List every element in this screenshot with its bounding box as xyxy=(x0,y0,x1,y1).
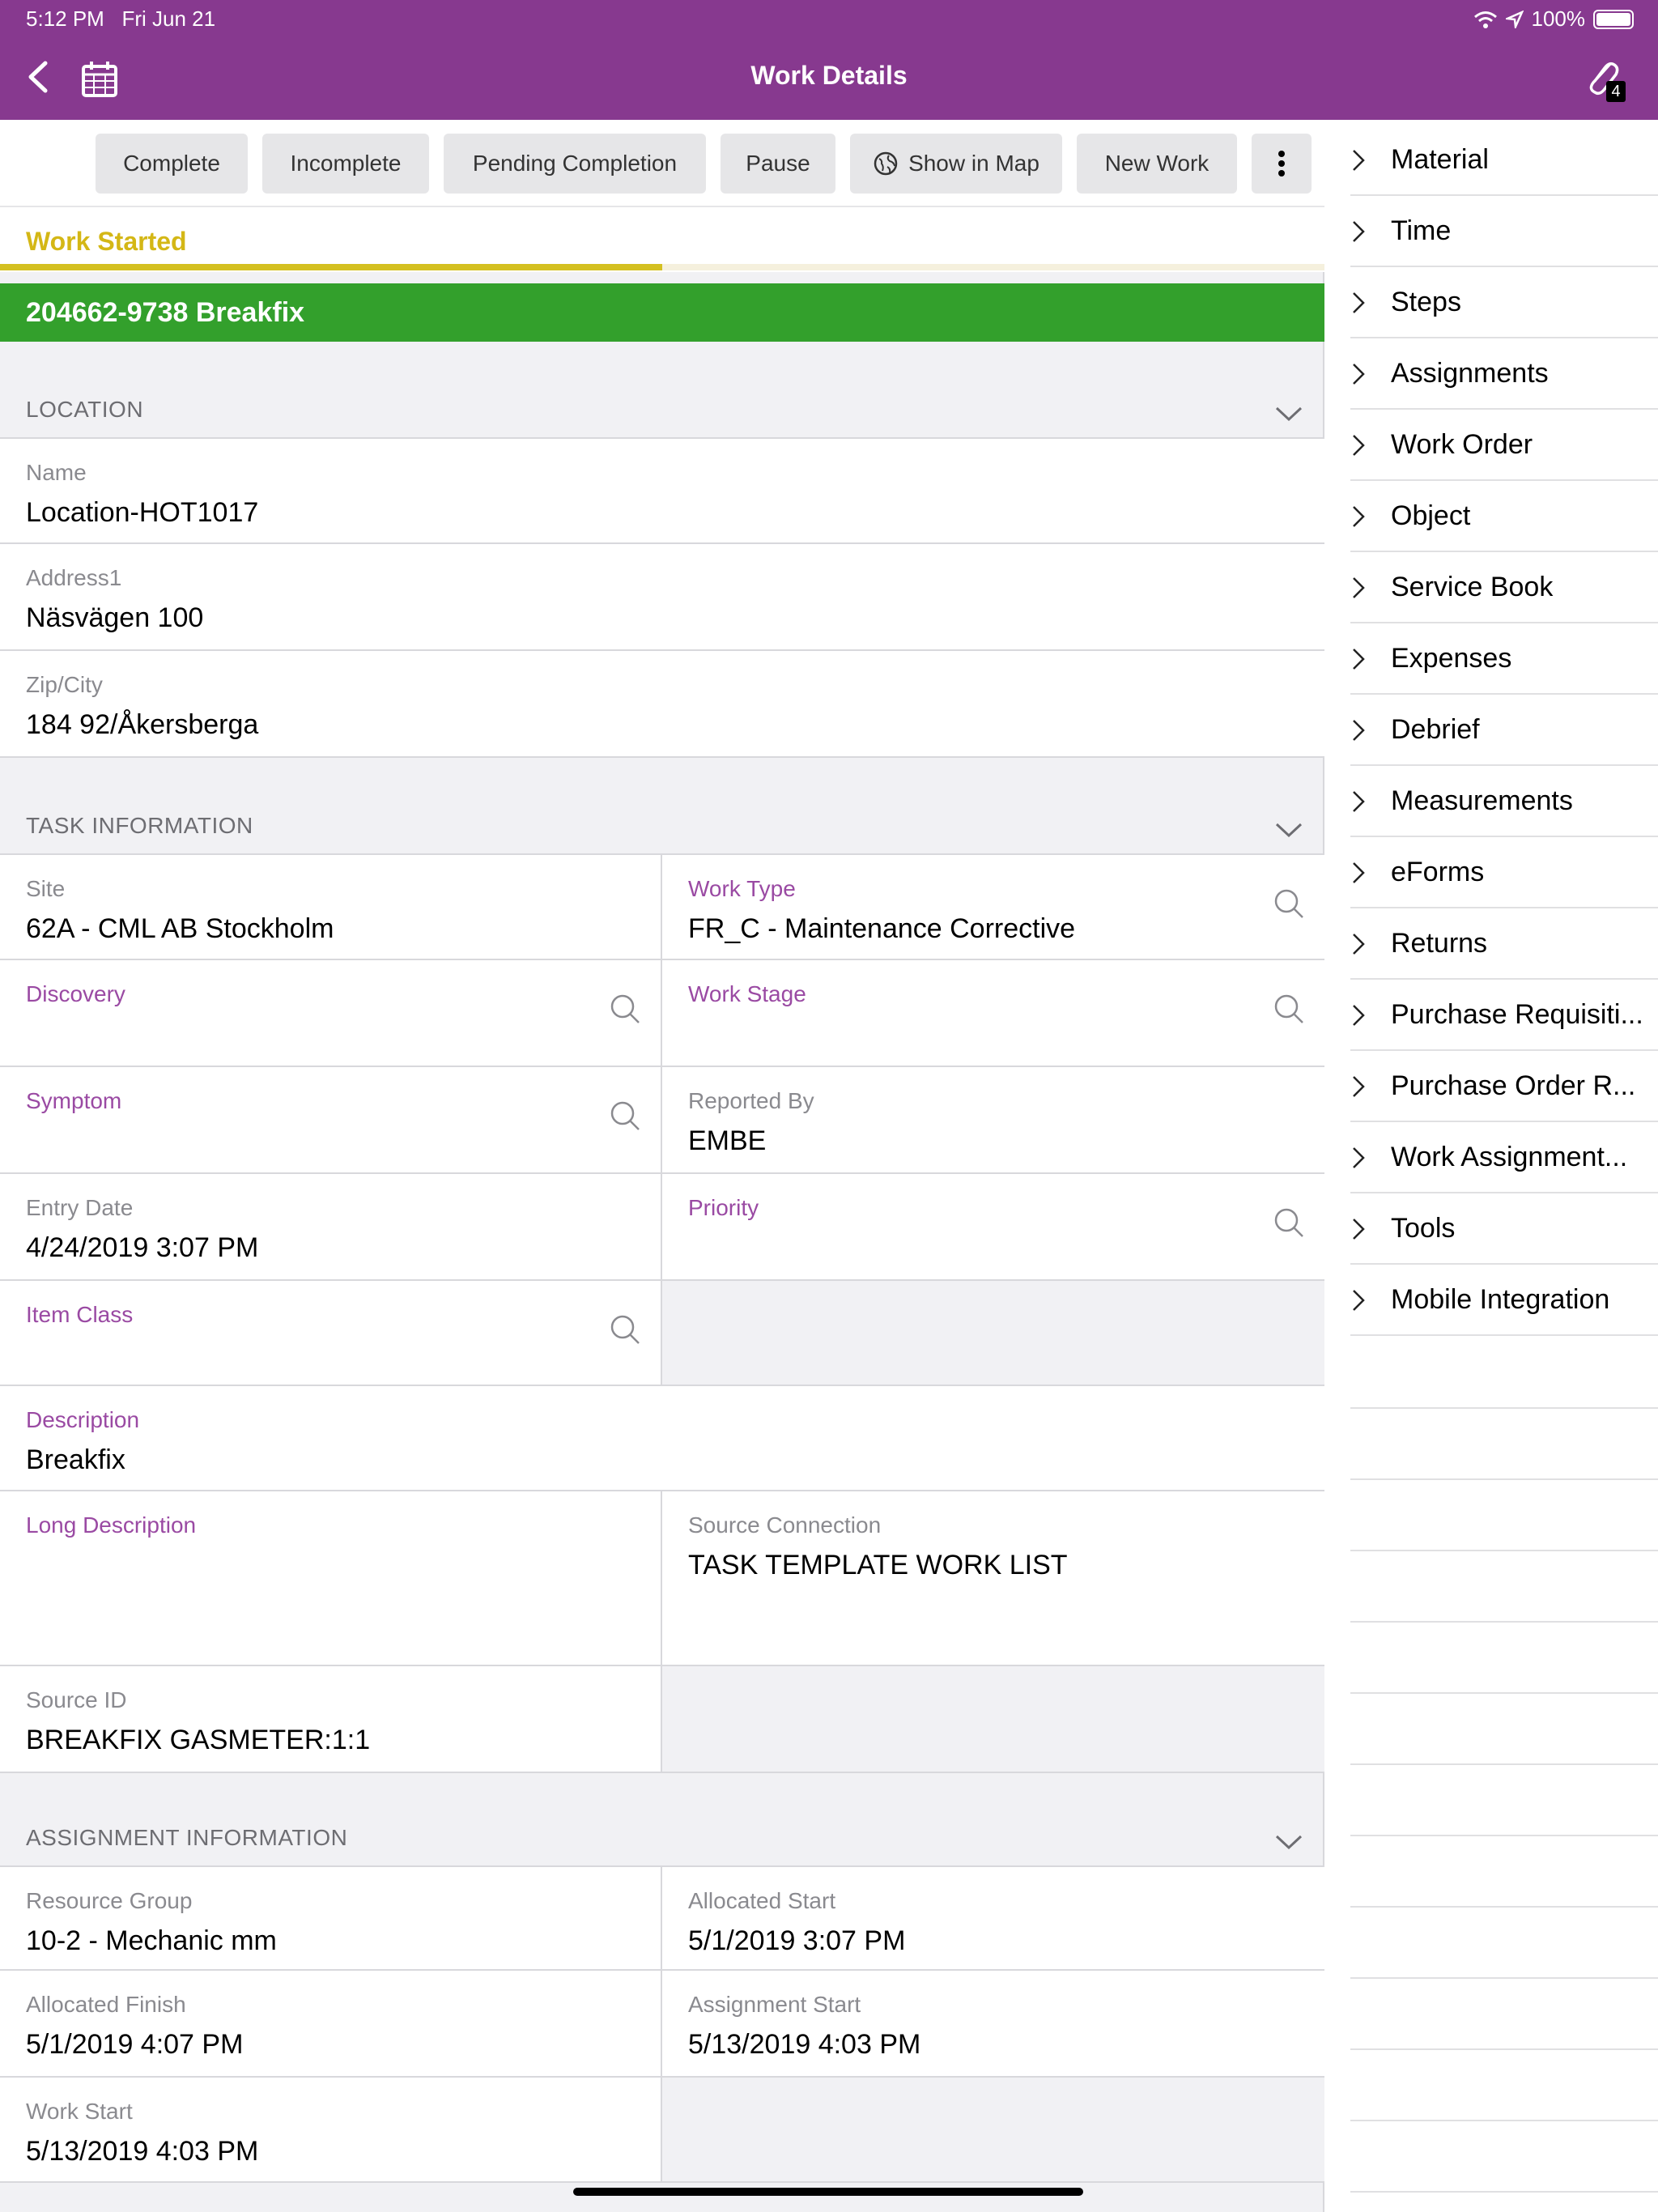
search-icon[interactable] xyxy=(609,1100,641,1132)
field-value: TASK TEMPLATE WORK LIST xyxy=(688,1550,1068,1580)
chevron-down-icon[interactable] xyxy=(1274,821,1303,839)
sidebar-item-material[interactable] xyxy=(1350,125,1658,196)
task-section-header[interactable] xyxy=(0,802,1324,850)
empty-cell xyxy=(662,1281,1324,1386)
chevron-right-icon xyxy=(1350,290,1367,316)
field-label: Name xyxy=(26,460,87,485)
sidebar-item-time[interactable] xyxy=(1350,196,1658,267)
sidebar-item-assignments[interactable] xyxy=(1350,338,1658,410)
field-value: 4/24/2019 3:07 PM xyxy=(26,1232,259,1263)
field-value: FR_C - Maintenance Corrective xyxy=(688,913,1076,944)
source-connection-field xyxy=(662,1491,1324,1666)
source-id-field xyxy=(0,1666,662,1773)
sidebar-item-label: eForms xyxy=(1391,857,1485,887)
sidebar-item-label: Service Book xyxy=(1391,572,1554,602)
chevron-right-icon xyxy=(1350,1216,1367,1242)
reported-by-field xyxy=(662,1067,1324,1174)
field-value: 10-2 - Mechanic mm xyxy=(26,1925,277,1956)
field-label: Source ID xyxy=(26,1687,127,1712)
status-indicators xyxy=(1473,6,1635,32)
search-icon[interactable] xyxy=(1273,887,1305,920)
sidebar-item-expenses[interactable] xyxy=(1350,623,1658,695)
date: Fri Jun 21 xyxy=(121,6,216,31)
sidebar-empty-row-divider xyxy=(1350,1407,1658,1409)
field-label: Source Connection xyxy=(688,1512,882,1538)
globe-icon xyxy=(873,151,899,177)
sidebar-item-debrief[interactable] xyxy=(1350,695,1658,766)
field-value: Breakfix xyxy=(26,1444,125,1475)
field-value: Näsvägen 100 xyxy=(26,602,204,633)
sidebar-empty-row-divider xyxy=(1350,1835,1658,1836)
assignment-section-title: ASSIGNMENT INFORMATION xyxy=(26,1825,348,1850)
more-vertical-icon xyxy=(1278,150,1286,177)
attachment-count-badge: 4 xyxy=(1606,81,1626,102)
chevron-right-icon xyxy=(1350,504,1367,530)
sidebar-item-work-assignment[interactable] xyxy=(1350,1122,1658,1193)
field-label: Reported By xyxy=(688,1088,814,1113)
work-title-bar: 204662-9738 Breakfix xyxy=(0,283,1324,342)
field-label: Entry Date xyxy=(26,1195,134,1220)
sidebar-item-label: Steps xyxy=(1391,287,1461,317)
clock: 5:12 PM xyxy=(26,6,104,31)
priority-field[interactable] xyxy=(662,1174,1324,1281)
sidebar-item-purchase-requisition[interactable] xyxy=(1350,980,1658,1051)
allocated-finish-field xyxy=(0,1971,662,2078)
field-value: 62A - CML AB Stockholm xyxy=(26,913,334,944)
assignment-start-field xyxy=(662,1971,1324,2078)
sidebar-item-label: Debrief xyxy=(1391,714,1480,745)
chevron-right-icon xyxy=(1350,931,1367,957)
chevron-right-icon xyxy=(1350,646,1367,672)
sidebar-item-work-order[interactable] xyxy=(1350,410,1658,481)
work-details-panel xyxy=(0,120,1324,2212)
symptom-field[interactable] xyxy=(0,1067,662,1174)
chevron-right-icon xyxy=(1350,789,1367,815)
field-label: Work Start xyxy=(26,2099,133,2124)
description-field[interactable] xyxy=(0,1386,1324,1491)
sidebar-item-mobile-integration[interactable] xyxy=(1350,1265,1658,1336)
long-description-field[interactable] xyxy=(0,1491,662,1666)
status-progress-track xyxy=(0,264,1324,270)
location-name-field xyxy=(0,437,1324,544)
field-label: Resource Group xyxy=(26,1888,193,1913)
sidebar-item-object[interactable] xyxy=(1350,481,1658,552)
related-items-sidebar xyxy=(1326,120,1658,2212)
field-value: 5/13/2019 4:03 PM xyxy=(26,2136,259,2167)
field-label: Work Stage xyxy=(688,981,806,1006)
sidebar-item-tools[interactable] xyxy=(1350,1193,1658,1265)
new-work-button[interactable]: New Work xyxy=(1077,134,1237,194)
sidebar-empty-row-divider xyxy=(1350,2120,1658,2121)
sidebar-empty-row-divider xyxy=(1350,1977,1658,1979)
sidebar-item-label: Assignments xyxy=(1391,358,1549,389)
sidebar-empty-row-divider xyxy=(1350,1692,1658,1694)
page-title: Work Details xyxy=(750,61,908,90)
battery-percent: 100% xyxy=(1531,6,1585,31)
field-value: 5/13/2019 4:03 PM xyxy=(688,2029,921,2060)
chevron-right-icon xyxy=(1350,1002,1367,1028)
home-indicator[interactable] xyxy=(573,2188,1083,2196)
assignment-section-header[interactable] xyxy=(0,1814,1324,1862)
work-stage-field[interactable] xyxy=(662,960,1324,1067)
search-icon[interactable] xyxy=(609,1313,641,1346)
discovery-field[interactable] xyxy=(0,960,662,1067)
sidebar-item-steps[interactable] xyxy=(1350,267,1658,338)
sidebar-empty-row-divider xyxy=(1350,1478,1658,1480)
field-label: Allocated Finish xyxy=(26,1992,186,2017)
sidebar-empty-row-divider xyxy=(1350,2191,1658,2193)
field-value: 184 92/Åkersberga xyxy=(26,709,259,740)
sidebar-item-label: Object xyxy=(1391,500,1471,531)
attachments-button[interactable] xyxy=(1585,58,1626,104)
search-icon[interactable] xyxy=(609,993,641,1025)
sidebar-item-label: Work Order xyxy=(1391,429,1533,460)
sidebar-item-measurements[interactable] xyxy=(1350,766,1658,837)
show-in-map-label: Show in Map xyxy=(908,151,1039,176)
search-icon[interactable] xyxy=(1273,993,1305,1025)
chevron-down-icon[interactable] xyxy=(1274,405,1303,423)
field-label: Allocated Start xyxy=(688,1888,836,1913)
field-label: Description xyxy=(26,1407,140,1432)
action-toolbar xyxy=(0,120,1324,207)
chevron-right-icon xyxy=(1350,1074,1367,1100)
sidebar-item-purchase-order[interactable] xyxy=(1350,1051,1658,1122)
complete-button[interactable]: Complete xyxy=(96,134,248,194)
sidebar-item-label: Purchase Order R... xyxy=(1391,1070,1636,1101)
chevron-right-icon xyxy=(1350,1287,1367,1313)
sidebar-item-label: Returns xyxy=(1391,928,1488,959)
site-field xyxy=(0,853,662,960)
field-value: 5/1/2019 4:07 PM xyxy=(26,2029,244,2060)
chevron-right-icon xyxy=(1350,575,1367,601)
chevron-down-icon[interactable] xyxy=(1274,1833,1303,1851)
chevron-right-icon xyxy=(1350,432,1367,458)
field-label: Address1 xyxy=(26,565,122,590)
location-section-title: LOCATION xyxy=(26,397,144,422)
sidebar-item-label: Work Assignment... xyxy=(1391,1142,1628,1172)
entry-date-field xyxy=(0,1174,662,1281)
empty-cell xyxy=(662,2078,1324,2183)
location-arrow-icon xyxy=(1506,11,1524,28)
wifi-icon xyxy=(1473,10,1498,29)
sidebar-empty-row-divider xyxy=(1350,1550,1658,1551)
field-value: 5/1/2019 3:07 PM xyxy=(688,1925,906,1956)
show-in-map-button[interactable] xyxy=(850,134,1062,194)
top-bar xyxy=(0,0,1658,120)
work-start-field xyxy=(0,2078,662,2183)
sidebar-item-label: Time xyxy=(1391,215,1452,246)
pause-button[interactable]: Pause xyxy=(721,134,835,194)
sidebar-item-label: Expenses xyxy=(1391,643,1512,674)
battery-icon xyxy=(1593,10,1634,29)
chevron-right-icon xyxy=(1350,219,1367,245)
work-status-label: Work Started xyxy=(26,227,187,256)
sidebar-empty-row-divider xyxy=(1350,2048,1658,2050)
resource-group-field xyxy=(0,1865,662,1971)
field-label: Item Class xyxy=(26,1302,134,1327)
chevron-right-icon xyxy=(1350,717,1367,743)
allocated-start-field xyxy=(662,1865,1324,1971)
chevron-right-icon xyxy=(1350,147,1367,173)
status-progress-fill xyxy=(0,264,662,270)
field-value: BREAKFIX GASMETER:1:1 xyxy=(26,1725,371,1755)
sidebar-item-label: Mobile Integration xyxy=(1391,1284,1610,1315)
sidebar-item-returns[interactable] xyxy=(1350,908,1658,980)
pending-completion-button[interactable]: Pending Completion xyxy=(444,134,706,194)
sidebar-item-label: Material xyxy=(1391,144,1489,175)
item-class-field[interactable] xyxy=(0,1281,662,1386)
sidebar-empty-row-divider xyxy=(1350,1621,1658,1623)
field-value: EMBE xyxy=(688,1125,767,1156)
sidebar-empty-row-divider xyxy=(1350,1763,1658,1765)
field-label: Priority xyxy=(688,1195,759,1220)
status-time xyxy=(26,6,215,32)
empty-cell xyxy=(662,1666,1324,1773)
field-label: Symptom xyxy=(26,1088,122,1113)
zip-city-field xyxy=(0,651,1324,758)
sidebar-item-label: Tools xyxy=(1391,1213,1456,1244)
field-label: Long Description xyxy=(26,1512,197,1538)
work-type-field[interactable] xyxy=(662,853,1324,960)
sidebar-item-label: Measurements xyxy=(1391,785,1573,816)
chevron-right-icon xyxy=(1350,1145,1367,1171)
location-section-header[interactable] xyxy=(0,385,1324,434)
field-label: Site xyxy=(26,876,66,901)
more-options-button[interactable] xyxy=(1252,134,1312,194)
sidebar-item-label: Purchase Requisiti... xyxy=(1391,999,1643,1030)
sidebar-item-eforms[interactable] xyxy=(1350,837,1658,908)
chevron-right-icon xyxy=(1350,860,1367,886)
field-label: Assignment Start xyxy=(688,1992,861,2017)
work-status-row xyxy=(0,207,1324,272)
sidebar-empty-row-divider xyxy=(1350,1906,1658,1908)
chevron-right-icon xyxy=(1350,361,1367,387)
search-icon[interactable] xyxy=(1273,1206,1305,1239)
field-label: Work Type xyxy=(688,876,796,901)
field-label: Discovery xyxy=(26,981,125,1006)
address1-field xyxy=(0,544,1324,651)
incomplete-button[interactable]: Incomplete xyxy=(262,134,429,194)
sidebar-item-service-book[interactable] xyxy=(1350,552,1658,623)
field-value: Location-HOT1017 xyxy=(26,497,259,528)
task-section-title: TASK INFORMATION xyxy=(26,813,253,838)
field-label: Zip/City xyxy=(26,672,103,697)
